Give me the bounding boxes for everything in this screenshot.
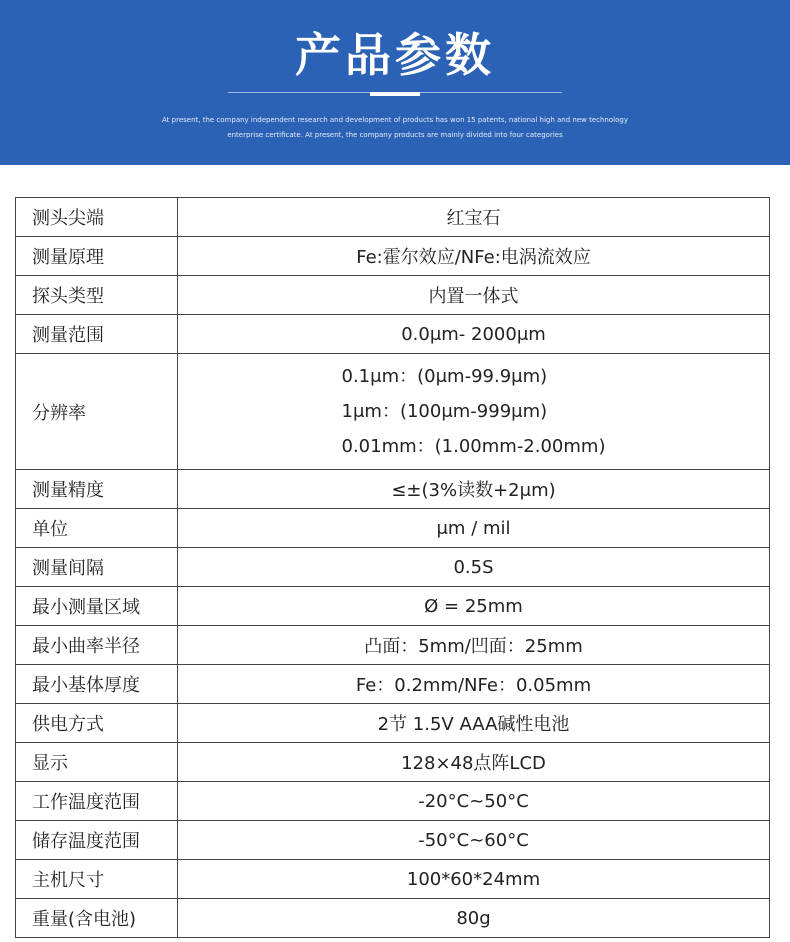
spec-label: 分辨率 (16, 354, 178, 470)
spec-row-dimensions (16, 860, 770, 899)
spec-row-display (16, 743, 770, 782)
spec-label: 测量精度 (16, 470, 178, 509)
spec-value: Ø = 25mm (178, 587, 770, 626)
spec-value: μm / mil (178, 509, 770, 548)
spec-label: 单位 (16, 509, 178, 548)
spec-value: 红宝石 (178, 198, 770, 237)
spec-row-unit (16, 509, 770, 548)
spec-label: 探头类型 (16, 276, 178, 315)
spec-row-resolution (16, 354, 770, 470)
spec-label: 显示 (16, 743, 178, 782)
spec-row-min-thickness (16, 665, 770, 704)
spec-label: 最小测量区域 (16, 587, 178, 626)
spec-value (178, 354, 770, 470)
resolution-line: 0.01mm：(1.00mm-2.00mm) (341, 436, 606, 457)
resolution-line: 1μm：(100μm-999μm) (341, 401, 548, 422)
spec-label: 供电方式 (16, 704, 178, 743)
spec-value: Fe：0.2mm/NFe：0.05mm (178, 665, 770, 704)
subtitle-line-1: At present, the company independent research and development of products has won 15 patents, national high and new technology (162, 116, 628, 124)
spec-row-min-area (16, 587, 770, 626)
spec-value: 2节 1.5V AAA碱性电池 (178, 704, 770, 743)
spec-label: 测量原理 (16, 237, 178, 276)
spec-value: 0.5S (178, 548, 770, 587)
spec-row-min-radius (16, 626, 770, 665)
spec-value: 100*60*24mm (178, 860, 770, 899)
spec-row-weight (16, 899, 770, 938)
spec-value: 80g (178, 899, 770, 938)
spec-label: 最小曲率半径 (16, 626, 178, 665)
spec-value: 0.0μm- 2000μm (178, 315, 770, 354)
spec-label: 重量(含电池) (16, 899, 178, 938)
spec-label: 最小基体厚度 (16, 665, 178, 704)
spec-table (15, 197, 770, 938)
spec-value: -20°C~50°C (178, 782, 770, 821)
spec-label: 储存温度范围 (16, 821, 178, 860)
title-divider (228, 92, 562, 96)
spec-value: 128×48点阵LCD (178, 743, 770, 782)
spec-row-principle (16, 237, 770, 276)
spec-row-power (16, 704, 770, 743)
spec-value: -50°C~60°C (178, 821, 770, 860)
spec-value: ≤±(3%读数+2μm) (178, 470, 770, 509)
spec-row-accuracy (16, 470, 770, 509)
page-title: 产品参数 (295, 28, 495, 82)
spec-value: 内置一体式 (178, 276, 770, 315)
spec-label: 工作温度范围 (16, 782, 178, 821)
spec-row-interval (16, 548, 770, 587)
spec-row-range (16, 315, 770, 354)
header-banner (0, 0, 790, 165)
spec-label: 测量间隔 (16, 548, 178, 587)
spec-value: 凸面：5mm/凹面：25mm (178, 626, 770, 665)
resolution-line: 0.1μm：(0μm-99.9μm) (341, 366, 548, 387)
spec-row-probe-type (16, 276, 770, 315)
subtitle-line-2: enterprise certificate. At present, the company products are mainly divided into four categories (227, 131, 563, 139)
divider-accent (370, 92, 420, 96)
spec-row-operating-temp (16, 782, 770, 821)
spec-label: 测量范围 (16, 315, 178, 354)
spec-row-storage-temp (16, 821, 770, 860)
spec-label: 测头尖端 (16, 198, 178, 237)
spec-row-tip (16, 198, 770, 237)
spec-value: Fe:霍尔效应/NFe:电涡流效应 (178, 237, 770, 276)
resolution-lines (342, 359, 606, 464)
spec-label: 主机尺寸 (16, 860, 178, 899)
